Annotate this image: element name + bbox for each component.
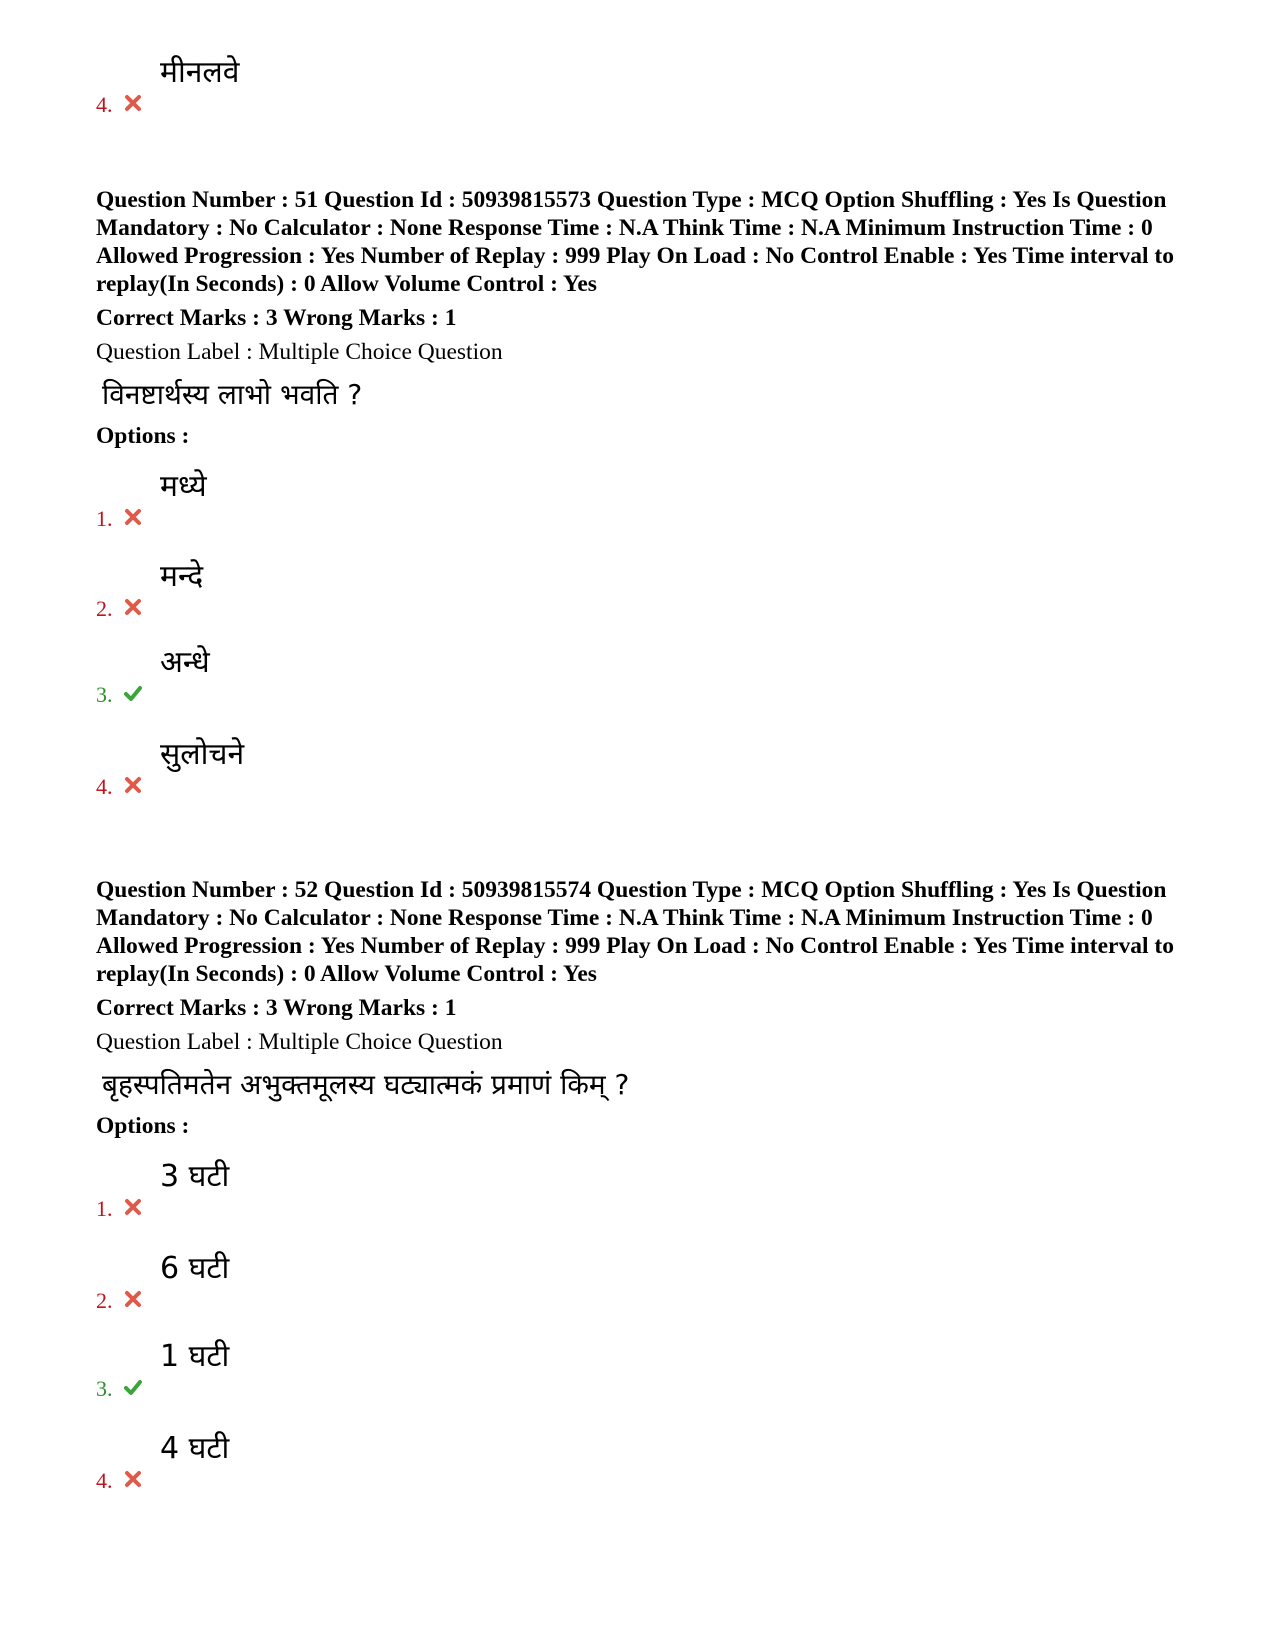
option-number: 3. bbox=[96, 1376, 113, 1401]
option-text: 3 घटी bbox=[160, 1159, 230, 1194]
cross-icon bbox=[124, 1198, 142, 1216]
question-meta: Question Number : 52 Question Id : 50939815574 Question Type : MCQ Option Shuffling : Yes Is Question Mandatory : No Calculator : None Response Time : N.A Think Time : N.A Minimum Instruction Time : 0 Allowed Progression : Yes Number of Replay : 999 Play On Load : No Control Enable : Yes Time interval to replay(In Seconds) : 0 Allow Volume Control : Yes bbox=[96, 877, 1174, 987]
option-number: 2. bbox=[96, 1288, 113, 1313]
option-number: 2. bbox=[96, 596, 113, 621]
question-label: Question Label : Multiple Choice Question bbox=[96, 1029, 503, 1055]
check-icon bbox=[124, 684, 142, 702]
options-heading: Options : bbox=[96, 1113, 190, 1139]
question-meta: Question Number : 51 Question Id : 50939815573 Question Type : MCQ Option Shuffling : Yes Is Question Mandatory : No Calculator : None Response Time : N.A Think Time : N.A Minimum Instruction Time : 0 Allowed Progression : Yes Number of Replay : 999 Play On Load : No Control Enable : Yes Time interval to replay(In Seconds) : 0 Allow Volume Control : Yes bbox=[96, 187, 1174, 297]
option-number: 4. bbox=[96, 1468, 113, 1493]
question-text: बृहस्पतिमतेन अभुक्तमूलस्य घट्यात्मकं प्रमाणं किम् ? bbox=[102, 1068, 630, 1101]
option-number: 4. bbox=[96, 774, 113, 799]
option-text: मध्ये bbox=[160, 469, 207, 504]
cross-icon bbox=[124, 1290, 142, 1308]
cross-icon bbox=[124, 776, 142, 794]
option-text: सुलोचने bbox=[160, 737, 245, 772]
option-text: 4 घटी bbox=[160, 1431, 230, 1466]
question-52 bbox=[96, 876, 1176, 1140]
option-text: मन्दे bbox=[160, 559, 204, 594]
cross-icon bbox=[124, 598, 142, 616]
cross-icon bbox=[124, 508, 142, 526]
option-text: मीनलवे bbox=[160, 55, 240, 90]
question-marks: Correct Marks : 3 Wrong Marks : 1 bbox=[96, 305, 457, 331]
cross-icon bbox=[124, 1470, 142, 1488]
option-number: 1. bbox=[96, 1196, 113, 1221]
options-heading: Options : bbox=[96, 423, 190, 449]
question-marks: Correct Marks : 3 Wrong Marks : 1 bbox=[96, 995, 457, 1021]
question-51 bbox=[96, 186, 1176, 450]
option-number: 3. bbox=[96, 682, 113, 707]
option-text: अन्धे bbox=[160, 645, 210, 680]
question-label: Question Label : Multiple Choice Question bbox=[96, 339, 503, 365]
option-text: 1 घटी bbox=[160, 1339, 230, 1374]
option-text: 6 घटी bbox=[160, 1251, 230, 1286]
option-number: 4. bbox=[96, 92, 113, 117]
option-number: 1. bbox=[96, 506, 113, 531]
cross-icon bbox=[124, 94, 142, 112]
check-icon bbox=[124, 1378, 142, 1396]
question-text: विनष्टार्थस्य लाभो भवति ? bbox=[102, 378, 363, 411]
